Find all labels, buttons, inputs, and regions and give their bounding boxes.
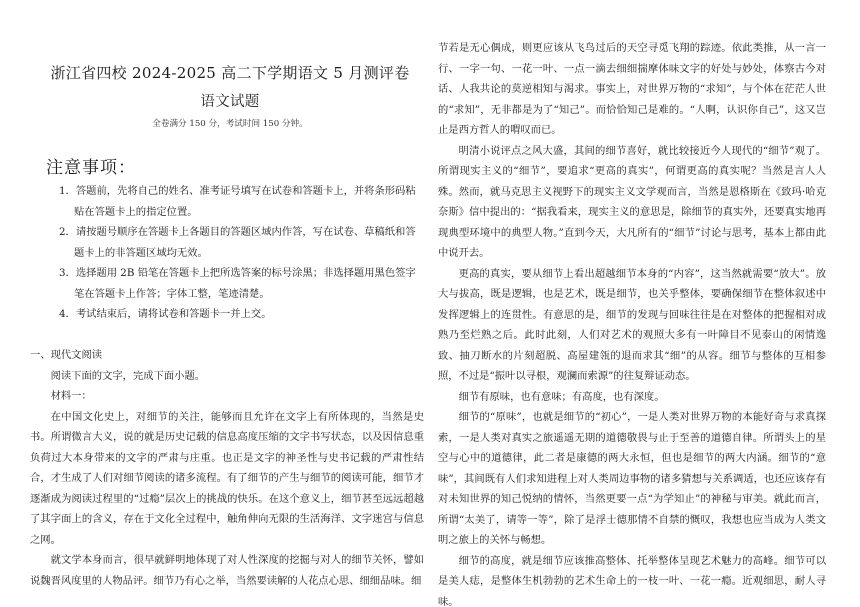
exam-note: 全卷满分 150 分，考试时间 150 分钟。 (152, 119, 308, 129)
material-paragraph: 细节的“原味”，也就是细节的“初心”，一是人类对世界万物的本能好奇与求真探索，一是人类对真实之旅遥遥无期的道德敬畏与止于至善的道德自律。所谓头上的星空与心中的道德律，此二者是康德的两大永恒，但也是细节的两大内涵。细节的“意味”，其间既有人们求知进程上对人类周边事物的诸多猜想与关系调适，也还应该存有对未知世界的知己悦纳的情怀，当然更要一点“为学知止”的神秘与审美。就此而言，所谓“太美了，请等一等”，除了是浮士德那情不自禁的慨叹，我想也应当成为人类文明之旅上的关怀与畅想。 (438, 411, 826, 546)
material-paragraph: 细节有原味，也有意味；有高度，也有深度。 (458, 390, 665, 403)
notice-heading: 注意事项： (46, 158, 136, 178)
material-paragraph: 在中国文化史上，对细节的关注，能够而且允许在文字上有所体现的，当然是史书。所谓微言大义，说的就是历史记载的信息高度压缩的文字书写状态，以及因信息重负荷过大本身带来的文字的严肃与庄重。也正是文字的神圣性与史书记载的严肃性结合，才生成了人们对细节阅读的诸多流程。有了细节的产生与细节的阅读可能，细节才逐渐成为阅读过程里的“过瘾”层次上的挑战的快乐。在这个意义上，细节甚至远远超越了其字面上的含义，存在于文化全过程中，触角伸向无限的生活海洋、文字迷宫与信息之网。 (30, 410, 424, 546)
exam-subtitle: 语文试题 (200, 94, 260, 110)
notice-item: 4．考试结束后，请将试卷和答题卡一并上交。 (59, 308, 272, 320)
exam-title: 浙江省四校 2024-2025 高二下学期语文 5 月测评卷 (50, 64, 410, 82)
notice-item: 2．请按题号顺序在答题卡上各题目的答题区域内作答，写在试卷、草稿纸和答题卡上的非答题区域均无效。 (59, 226, 416, 259)
material-paragraph: 明清小说评点之风大盛，其间的细节喜好，就比较接近今人现代的“细节”观了。所谓现实主义的“细节”，要追求“更高的真实”，何谓更高的真实呢？当然是言人人殊。然而，就马克思主义视野下的现实主义文学观而言，当然是恩格斯在《致玛·哈克奈斯》信中提出的：“据我看来，现实主义的意思是，除细节的真实外，还要真实地再现典型环境中的典型人物。”直到今天，大凡所有的“细节”讨论与思考，基本上都由此中说开去。 (438, 144, 826, 259)
notice-item: 3．选择题用 2B 铅笔在答题卡上把所选答案的标号涂黑；非选择题用黑色签字笔在答题卡上作答；字体工整，笔迹清楚。 (59, 267, 416, 300)
section-instruction: 阅读下面的文字，完成下面小题。 (50, 369, 206, 382)
material-label: 材料一： (50, 390, 92, 402)
material-paragraph: 节若是无心偶成，则更应该从飞鸟过后的天空寻觅飞翔的踪迹。依此类推，从一言一行、一字一句、一花一叶、一点一滴去细细揣摩体味文字的好处与妙处，体察古今对话、人我共论的莫逆相知与渴求。事实上，对世界万物的“求知”，与个体在茫茫人世的“求知”，无非都是为了“知己”。而恰恰知己是难的。“人啊，认识你自己”，这又岂止是西方哲人的喟叹而已。 (438, 42, 826, 136)
section-title: 一、现代文阅读 (30, 349, 103, 361)
material-paragraph: 细节的高度，就是细节应该推高整体、托举整体呈现艺术魅力的高峰。细节可以是美人痣，是整体生机勃勃的艺术生命上的一枝一叶、一花一瘾。近观细思，耐人寻味。 (438, 554, 826, 607)
material-paragraph: 就文学本身而言，很早就鲜明地体现了对人性深度的挖掘与对人的细节关怀，譬如说魏晋风度里的人物品评。细节乃有心之举，当然要读解的人花点心思、细细品味。细 (30, 554, 424, 587)
right-column (438, 0, 826, 607)
reading-section (30, 345, 424, 591)
material-paragraph: 更高的真实，要从细节上看出超越细节本身的“内容”，这当然就需要“放大”。放大与拔高，既是逻辑，也是艺术，既是细节，也关乎整体，要确保细节在整体叙述中发挥逻辑上的连贯性。有意思的是，细节的发现与回味往往是在对整体的把握相对成熟乃至烂熟之后。此时此刻，人们对艺术的观照大多有一叶障目不见泰山的闲情逸致、抽刀断水的片刻超脱、高屋建瓴的退而求其“细”的从容。细节与整体的互相参照，不过是“振叶以寻根，观澜而索源”的往复辩证动态。 (438, 267, 826, 382)
notice-item: 1．答题前，先将自己的姓名、准考证号填写在试卷和答题卡上，并将条形码粘贴在答题卡上的指定位置。 (59, 185, 416, 218)
notice-list (36, 181, 424, 325)
